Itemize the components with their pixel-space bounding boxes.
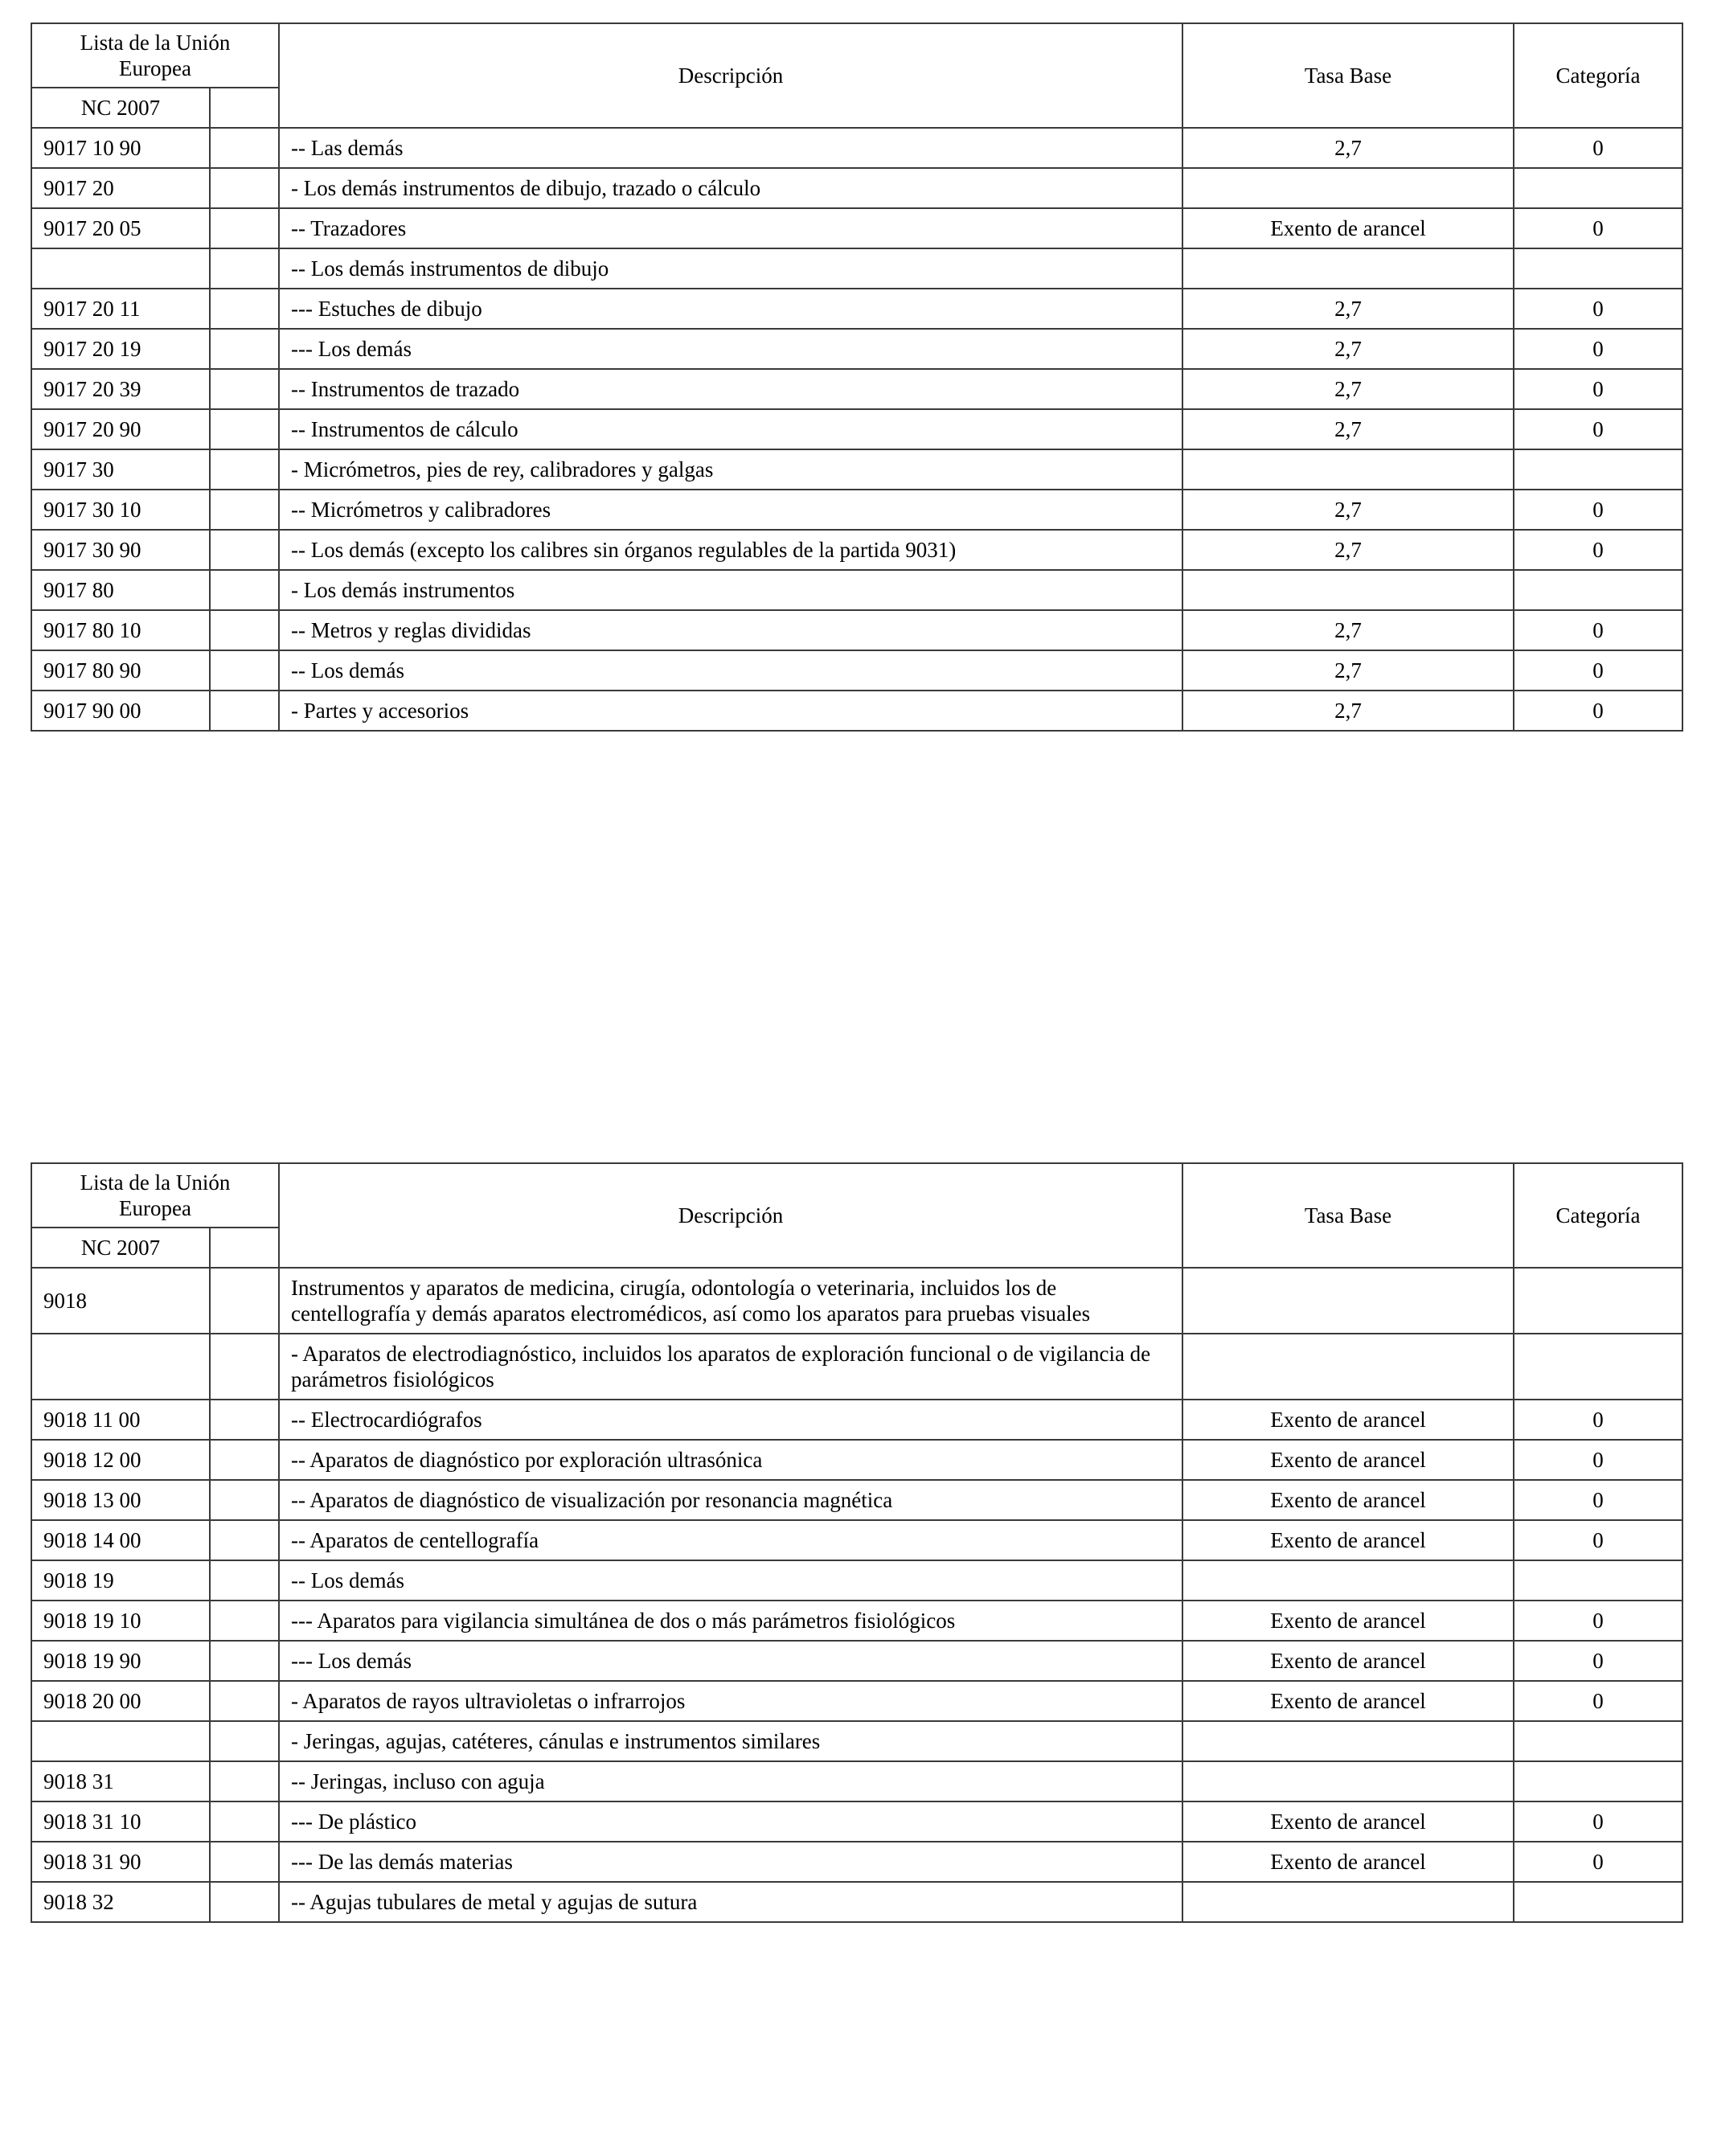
description-cell: -- Metros y reglas divididas — [279, 610, 1182, 650]
table-row — [31, 409, 1682, 449]
base-rate-cell: 2,7 — [1182, 329, 1514, 369]
tariff-code-cell: 9017 30 90 — [31, 530, 210, 570]
table-row — [31, 570, 1682, 610]
base-rate-cell: Exento de arancel — [1182, 1480, 1514, 1520]
description-cell: - Aparatos de rayos ultravioletas o infrarrojos — [279, 1681, 1182, 1721]
category-cell: 0 — [1514, 691, 1682, 731]
tariff-code-cell: 9018 11 00 — [31, 1400, 210, 1440]
table-row — [31, 128, 1682, 168]
base-rate-cell — [1182, 570, 1514, 610]
description-header: Descripción — [279, 1163, 1182, 1268]
description-cell: -- Jeringas, incluso con aguja — [279, 1761, 1182, 1801]
category-cell: 0 — [1514, 1681, 1682, 1721]
description-cell: - Micrómetros, pies de rey, calibradores y galgas — [279, 449, 1182, 490]
empty-cell — [210, 1721, 279, 1761]
tariff-code-cell: 9018 31 — [31, 1761, 210, 1801]
table-row — [31, 1882, 1682, 1922]
base-rate-cell — [1182, 1761, 1514, 1801]
table-row — [31, 208, 1682, 248]
empty-cell — [210, 248, 279, 289]
table-row — [31, 1761, 1682, 1801]
description-cell: -- Los demás instrumentos de dibujo — [279, 248, 1182, 289]
base-rate-cell: Exento de arancel — [1182, 1801, 1514, 1842]
tariff-code-cell: 9018 32 — [31, 1882, 210, 1922]
description-cell: -- Aparatos de diagnóstico de visualización por resonancia magnética — [279, 1480, 1182, 1520]
category-cell — [1514, 1721, 1682, 1761]
empty-cell — [210, 1520, 279, 1560]
base-rate-cell: 2,7 — [1182, 409, 1514, 449]
table-row — [31, 1268, 1682, 1334]
description-cell: --- Los demás — [279, 1641, 1182, 1681]
tariff-code-cell: 9017 20 90 — [31, 409, 210, 449]
empty-cell — [210, 610, 279, 650]
description-cell: -- Aparatos de centellografía — [279, 1520, 1182, 1560]
empty-cell — [210, 1882, 279, 1922]
table-row — [31, 610, 1682, 650]
category-cell — [1514, 1560, 1682, 1601]
description-cell: - Aparatos de electrodiagnóstico, incluidos los aparatos de exploración funcional o de vigilancia de parámetros fisiológicos — [279, 1334, 1182, 1400]
base-rate-cell: Exento de arancel — [1182, 208, 1514, 248]
base-rate-cell: 2,7 — [1182, 650, 1514, 691]
table-row — [31, 248, 1682, 289]
category-cell: 0 — [1514, 1520, 1682, 1560]
category-cell — [1514, 1334, 1682, 1400]
tariff-table-1 — [31, 23, 1683, 732]
base-rate-cell: Exento de arancel — [1182, 1842, 1514, 1882]
table-row — [31, 1560, 1682, 1601]
table-row — [31, 289, 1682, 329]
nc-2007-header: NC 2007 — [31, 1228, 210, 1268]
description-cell: --- De las demás materias — [279, 1842, 1182, 1882]
description-cell: --- Aparatos para vigilancia simultánea de dos o más parámetros fisiológicos — [279, 1601, 1182, 1641]
empty-header-cell — [210, 1228, 279, 1268]
category-cell — [1514, 1761, 1682, 1801]
category-header: Categoría — [1514, 23, 1682, 128]
table-row — [31, 1641, 1682, 1681]
tariff-code-cell: 9017 20 05 — [31, 208, 210, 248]
category-cell: 0 — [1514, 409, 1682, 449]
category-cell — [1514, 570, 1682, 610]
table-row — [31, 1601, 1682, 1641]
description-cell: -- Micrómetros y calibradores — [279, 490, 1182, 530]
category-cell: 0 — [1514, 289, 1682, 329]
empty-cell — [210, 1268, 279, 1334]
category-cell — [1514, 168, 1682, 208]
base-rate-cell: 2,7 — [1182, 610, 1514, 650]
description-cell: - Jeringas, agujas, catéteres, cánulas e instrumentos similares — [279, 1721, 1182, 1761]
table-row — [31, 650, 1682, 691]
tariff-code-cell: 9017 80 90 — [31, 650, 210, 691]
description-cell: Instrumentos y aparatos de medicina, cirugía, odontología o veterinaria, incluidos los de centellografía y demás aparatos electromédicos, así como los aparatos para pruebas visuales — [279, 1268, 1182, 1334]
base-rate-cell: Exento de arancel — [1182, 1400, 1514, 1440]
table-row — [31, 1440, 1682, 1480]
tariff-code-cell: 9018 12 00 — [31, 1440, 210, 1480]
empty-cell — [210, 691, 279, 731]
category-cell — [1514, 1268, 1682, 1334]
tariff-code-cell: 9017 80 10 — [31, 610, 210, 650]
base-rate-cell: 2,7 — [1182, 289, 1514, 329]
empty-cell — [210, 168, 279, 208]
base-rate-cell — [1182, 168, 1514, 208]
category-cell: 0 — [1514, 128, 1682, 168]
base-rate-cell — [1182, 449, 1514, 490]
category-cell: 0 — [1514, 369, 1682, 409]
category-cell: 0 — [1514, 530, 1682, 570]
tariff-code-cell: 9017 30 10 — [31, 490, 210, 530]
empty-cell — [210, 449, 279, 490]
base-rate-cell: Exento de arancel — [1182, 1601, 1514, 1641]
category-cell: 0 — [1514, 650, 1682, 691]
category-cell: 0 — [1514, 1400, 1682, 1440]
tariff-code-cell: 9018 31 90 — [31, 1842, 210, 1882]
description-cell: - Los demás instrumentos — [279, 570, 1182, 610]
empty-cell — [210, 329, 279, 369]
category-cell: 0 — [1514, 1480, 1682, 1520]
empty-cell — [210, 409, 279, 449]
description-cell: --- De plástico — [279, 1801, 1182, 1842]
description-cell: -- Aparatos de diagnóstico por exploración ultrasónica — [279, 1440, 1182, 1480]
base-rate-cell — [1182, 1560, 1514, 1601]
description-cell: -- Instrumentos de cálculo — [279, 409, 1182, 449]
base-rate-cell — [1182, 1882, 1514, 1922]
table-row — [31, 1400, 1682, 1440]
empty-cell — [210, 1842, 279, 1882]
tariff-code-cell: 9018 14 00 — [31, 1520, 210, 1560]
category-cell — [1514, 248, 1682, 289]
base-rate-cell — [1182, 248, 1514, 289]
eu-list-header: Lista de la Unión Europea — [31, 1163, 279, 1228]
category-cell: 0 — [1514, 1440, 1682, 1480]
table-row — [31, 530, 1682, 570]
description-cell: -- Las demás — [279, 128, 1182, 168]
base-rate-cell: 2,7 — [1182, 369, 1514, 409]
tariff-code-cell: 9017 10 90 — [31, 128, 210, 168]
tariff-code-cell: 9018 19 10 — [31, 1601, 210, 1641]
description-cell: -- Los demás — [279, 650, 1182, 691]
empty-cell — [210, 1681, 279, 1721]
table-row — [31, 1721, 1682, 1761]
tariff-code-cell: 9017 20 39 — [31, 369, 210, 409]
description-cell: -- Instrumentos de trazado — [279, 369, 1182, 409]
description-cell: --- Los demás — [279, 329, 1182, 369]
category-cell: 0 — [1514, 329, 1682, 369]
tariff-code-cell: 9017 20 19 — [31, 329, 210, 369]
tariff-code-cell: 9018 13 00 — [31, 1480, 210, 1520]
category-cell — [1514, 1882, 1682, 1922]
table-row — [31, 490, 1682, 530]
category-cell: 0 — [1514, 1641, 1682, 1681]
category-header: Categoría — [1514, 1163, 1682, 1268]
empty-cell — [210, 1641, 279, 1681]
table-row — [31, 1334, 1682, 1400]
tariff-code-cell: 9017 80 — [31, 570, 210, 610]
empty-cell — [210, 1440, 279, 1480]
description-cell: -- Los demás (excepto los calibres sin órganos regulables de la partida 9031) — [279, 530, 1182, 570]
empty-cell — [210, 369, 279, 409]
tariff-code-cell: 9018 20 00 — [31, 1681, 210, 1721]
tariff-code-cell: 9017 20 — [31, 168, 210, 208]
empty-cell — [210, 1400, 279, 1440]
table-row — [31, 1801, 1682, 1842]
category-cell: 0 — [1514, 610, 1682, 650]
table-row — [31, 1681, 1682, 1721]
empty-cell — [210, 1801, 279, 1842]
table-row — [31, 329, 1682, 369]
table-row — [31, 1842, 1682, 1882]
description-header: Descripción — [279, 23, 1182, 128]
description-cell: - Partes y accesorios — [279, 691, 1182, 731]
tariff-code-cell — [31, 1721, 210, 1761]
table-row — [31, 691, 1682, 731]
category-cell: 0 — [1514, 208, 1682, 248]
category-cell: 0 — [1514, 490, 1682, 530]
base-rate-cell: Exento de arancel — [1182, 1520, 1514, 1560]
base-rate-cell: 2,7 — [1182, 691, 1514, 731]
description-cell: -- Agujas tubulares de metal y agujas de sutura — [279, 1882, 1182, 1922]
empty-cell — [210, 1761, 279, 1801]
base-rate-cell: 2,7 — [1182, 490, 1514, 530]
empty-cell — [210, 1560, 279, 1601]
tariff-code-cell: 9017 20 11 — [31, 289, 210, 329]
table-row — [31, 369, 1682, 409]
base-rate-cell — [1182, 1334, 1514, 1400]
tariff-code-cell: 9017 90 00 — [31, 691, 210, 731]
empty-cell — [210, 128, 279, 168]
base-rate-cell — [1182, 1268, 1514, 1334]
empty-cell — [210, 570, 279, 610]
nc-2007-header: NC 2007 — [31, 88, 210, 128]
table-row — [31, 1480, 1682, 1520]
empty-cell — [210, 1601, 279, 1641]
base-rate-cell: 2,7 — [1182, 530, 1514, 570]
category-cell — [1514, 449, 1682, 490]
empty-cell — [210, 208, 279, 248]
base-rate-cell: Exento de arancel — [1182, 1681, 1514, 1721]
base-rate-cell: Exento de arancel — [1182, 1440, 1514, 1480]
empty-cell — [210, 1334, 279, 1400]
tariff-table-2 — [31, 1162, 1683, 1923]
tariff-code-cell: 9018 19 90 — [31, 1641, 210, 1681]
table-row — [31, 1520, 1682, 1560]
empty-cell — [210, 490, 279, 530]
empty-cell — [210, 530, 279, 570]
table-row — [31, 449, 1682, 490]
description-cell: -- Los demás — [279, 1560, 1182, 1601]
description-cell: - Los demás instrumentos de dibujo, trazado o cálculo — [279, 168, 1182, 208]
empty-cell — [210, 1480, 279, 1520]
rate-header: Tasa Base — [1182, 1163, 1514, 1268]
tariff-code-cell — [31, 1334, 210, 1400]
tariff-code-cell: 9018 19 — [31, 1560, 210, 1601]
category-cell: 0 — [1514, 1801, 1682, 1842]
table-row — [31, 168, 1682, 208]
tariff-code-cell: 9017 30 — [31, 449, 210, 490]
empty-cell — [210, 650, 279, 691]
description-cell: -- Electrocardiógrafos — [279, 1400, 1182, 1440]
empty-cell — [210, 289, 279, 329]
tariff-code-cell — [31, 248, 210, 289]
category-cell: 0 — [1514, 1601, 1682, 1641]
eu-list-header: Lista de la Unión Europea — [31, 23, 279, 88]
description-cell: -- Trazadores — [279, 208, 1182, 248]
base-rate-cell: Exento de arancel — [1182, 1641, 1514, 1681]
description-cell: --- Estuches de dibujo — [279, 289, 1182, 329]
category-cell: 0 — [1514, 1842, 1682, 1882]
tariff-code-cell: 9018 — [31, 1268, 210, 1334]
base-rate-cell — [1182, 1721, 1514, 1761]
rate-header: Tasa Base — [1182, 23, 1514, 128]
empty-header-cell — [210, 88, 279, 128]
base-rate-cell: 2,7 — [1182, 128, 1514, 168]
tariff-code-cell: 9018 31 10 — [31, 1801, 210, 1842]
